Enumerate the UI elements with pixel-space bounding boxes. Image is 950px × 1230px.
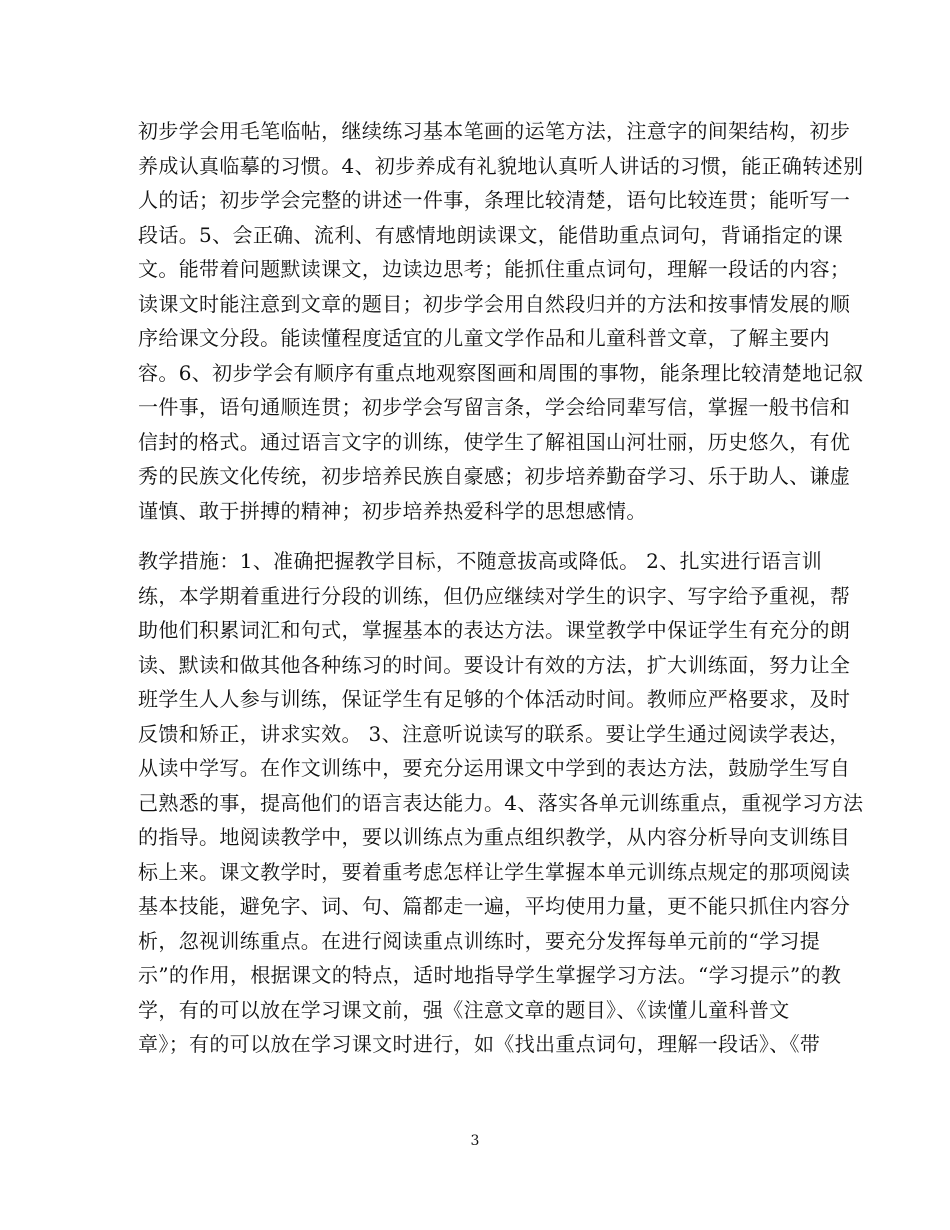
text-line: 谨慎、敢于拼搏的精神；初步培养热爱科学的思想感情。 [138,498,647,523]
text-line: 人的话；初步学会完整的讲述一件事，条理比较清楚，语句比较连贯；能听写一 [138,188,851,212]
text-line: 章》；有的可以放在学习课文时进行，如《找出重点词句，理解一段话》、《带 [138,1032,821,1056]
text-line: 读课文时能注意到文章的题目；初步学会用自然段归并的方法和按事情发展的顺 [138,291,851,316]
text-line: 序给课文分段。能读懂程度适宜的儿童文学作品和儿童科普文章，了解主要内 [138,326,830,350]
text-line: 练，本学期着重进行分段的训练，但仍应继续对学生的识字、写字给予重视，帮 [138,583,851,608]
text-line: 班学生人人参与训练，保证学生有足够的个体活动时间。教师应严格要求，及时 [138,687,851,711]
text-line: 析，忽视训练重点。在进行阅读重点训练时，要充分发挥每单元前的“学习提 [138,928,821,953]
text-line: 反馈和矫正，讲求实效。 3、注意听说读写的联系。要让学生通过阅读学表达， [138,721,850,746]
text-line: 基本技能，避免字、词、句、篇都走一遍，平均使用力量，更不能只抓住内容分 [138,894,851,918]
text-line: 养成认真临摹的习惯。4、初步养成有礼貌地认真听人讲话的习惯，能正确转述别 [138,153,864,178]
text-line: 读、默读和做其他各种练习的时间。要设计有效的方法，扩大训练面，努力让全 [138,652,851,677]
text-line: 的指导。地阅读教学中，要以训练点为重点组织教学，从内容分析导向支训练目 [138,825,851,849]
text-line: 秀的民族文化传统，初步培养民族自豪感；初步培养勤奋学习、乐于助人、谦虚 [138,464,851,488]
text-line: 教学措施：1、准确把握教学目标，不随意拔高或降低。 2、扎实进行语言训 [138,549,823,573]
text-line: 初步学会用毛笔临帖，继续练习基本笔画的运笔方法，注意字的间架结构，初步 [138,119,851,143]
page-number: 3 [470,1133,480,1149]
text-line: 容。6、初步学会有顺序有重点地观察图画和周围的事物，能条理比较清楚地记叙 [138,360,864,385]
paragraph-goals [138,114,864,528]
text-line: 标上来。课文教学时，要着重考虑怎样让学生掌握本单元训练点规定的那项阅读 [138,859,851,884]
text-line: 己熟悉的事，提高他们的语言表达能力。4、落实各单元训练重点，重视学习方法 [138,790,864,815]
paragraph-teaching-measures [138,544,864,1062]
text-line: 一件事，语句通顺连贯；初步学会写留言条，学会给同辈写信，掌握一般书信和 [138,395,851,419]
text-line: 从读中学写。在作文训练中，要充分运用课文中学到的表达方法，鼓励学生写自 [138,756,851,780]
text-line: 示”的作用，根据课文的特点，适时地指导学生掌握学习方法。“学习提示”的教 [138,963,842,987]
text-line: 文。能带着问题默读课文，边读边思考；能抓住重点词句，理解一段话的内容； [138,257,851,281]
text-line: 信封的格式。通过语言文字的训练，使学生了解祖国山河壮丽，历史悠久，有优 [138,429,851,454]
text-line: 学，有的可以放在学习课文前，强《注意文章的题目》、《读懂儿童科普文 [138,997,790,1022]
text-line: 段话。5、会正确、流利、有感情地朗读课文，能借助重点词句，背诵指定的课 [138,222,843,247]
text-line: 助他们积累词汇和句式，掌握基本的表达方法。课堂教学中保证学生有充分的朗 [138,618,851,642]
